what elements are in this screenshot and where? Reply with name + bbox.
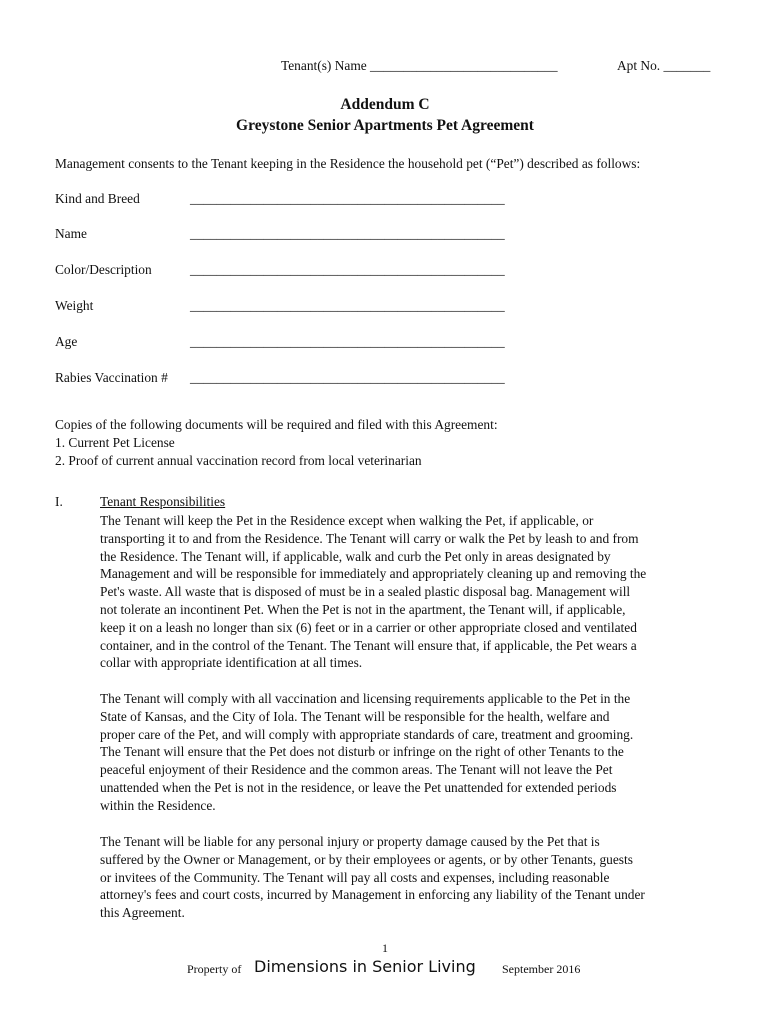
- footer-brand-name: Dimensions in Senior Living: [254, 957, 476, 976]
- field-label-kind-breed: Kind and Breed: [55, 191, 140, 206]
- paragraph-line: The Tenant will ensure that the Pet does not disturb or infringe on the right of other Tenants to the: [100, 744, 624, 760]
- paragraph-line: Management and will be responsible for immediately and appropriately cleaning up and removing the: [100, 566, 647, 582]
- addendum-title: Addendum C: [340, 96, 430, 113]
- paragraph-line: The Tenant will be liable for any personal injury or property damage caused by the Pet that is: [100, 834, 600, 849]
- paragraph-line: within the Residence.: [100, 797, 216, 813]
- documents-item-license: 1. Current Pet License: [55, 435, 175, 450]
- paragraph-line: The Tenant will comply with all vaccination and licensing requirements applicable to the Pet in the: [100, 691, 631, 706]
- paragraph-3: [100, 833, 720, 922]
- field-line-weight: _______________________________________________: [190, 298, 505, 313]
- paragraph-line: attorney's fees and court costs, incurred by Management in enforcing any liability of the Tenant under: [100, 887, 645, 903]
- footer-property-of: Property of: [187, 962, 242, 976]
- paragraph-line: or invitees of the Community. The Tenant will pay all costs and expenses, including reasonable: [100, 869, 610, 885]
- paragraph-line: proper care of the Pet, and will comply with appropriate standards of care, treatment and grooming.: [100, 726, 634, 742]
- paragraph-line: State of Kansas, and the City of Iola. The Tenant will be responsible for the health, welfare and: [100, 708, 610, 724]
- field-line-name: _______________________________________________: [190, 226, 505, 241]
- paragraph-line: suffered by the Owner or Management, or by their employees or agents, or by other Tenants, guests: [100, 851, 633, 867]
- paragraph-line: this Agreement.: [100, 905, 185, 921]
- section-number: I.: [55, 494, 63, 509]
- footer-date: September 2016: [502, 962, 581, 976]
- paragraph-line: collar with appropriate identification at all times.: [100, 655, 363, 671]
- paragraph-line: Pet's waste. All waste that is disposed of must be in a sealed plastic disposal bag. Management will: [100, 584, 631, 600]
- field-line-age: _______________________________________________: [190, 334, 505, 349]
- paragraph-2: [100, 690, 720, 815]
- field-line-rabies: _______________________________________________: [190, 370, 505, 385]
- page-number: 1: [382, 941, 388, 955]
- field-label-color: Color/Description: [55, 262, 152, 277]
- field-label-name: Name: [55, 226, 87, 241]
- paragraph-line: The Tenant will keep the Pet in the Residence except when walking the Pet, if applicable, or: [100, 513, 594, 528]
- field-label-age: Age: [55, 334, 78, 349]
- paragraph-line: transporting it to and from the Residence. The Tenant will carry or walk the Pet by leash to and from: [100, 530, 639, 546]
- paragraph-line: unattended when the Pet is not in the residence, or leave the Pet unattended for extended periods: [100, 779, 617, 795]
- section-heading: Tenant Responsibilities: [100, 494, 226, 509]
- paragraph-1: [100, 512, 720, 672]
- tenant-name-label: Tenant(s) Name ____________________________: [281, 58, 558, 73]
- field-label-weight: Weight: [55, 298, 94, 313]
- documents-item-vaccination: 2. Proof of current annual vaccination record from local veterinarian: [55, 453, 422, 468]
- paragraph-line: peaceful enjoyment of their Residence and the common areas. The Tenant will not leave the Pet: [100, 762, 613, 778]
- field-line-color: _______________________________________________: [190, 262, 505, 277]
- paragraph-line: not tolerate an incontinent Pet. When the Pet is not in the apartment, the Tenant will, if applicable,: [100, 601, 626, 617]
- documents-intro: Copies of the following documents will be required and filed with this Agreement:: [55, 417, 498, 432]
- paragraph-line: the Residence. The Tenant will, if applicable, walk and curb the Pet only in areas designated by: [100, 548, 611, 564]
- paragraph-line: container, and in the control of the Tenant. The Tenant will ensure that, if applicable, the Pet wears a: [100, 637, 637, 653]
- agreement-title: Greystone Senior Apartments Pet Agreement: [236, 117, 534, 134]
- apt-number-label: Apt No. _______: [617, 58, 711, 73]
- field-line-kind-breed: _______________________________________________: [190, 191, 505, 206]
- field-label-rabies: Rabies Vaccination #: [55, 370, 168, 385]
- paragraph-line: keep it on a leash no longer than six (6) feet or in a carrier or other appropriate closed and ventilated: [100, 619, 637, 635]
- intro-text: Management consents to the Tenant keeping in the Residence the household pet (“Pet”) described as follows:: [55, 156, 641, 171]
